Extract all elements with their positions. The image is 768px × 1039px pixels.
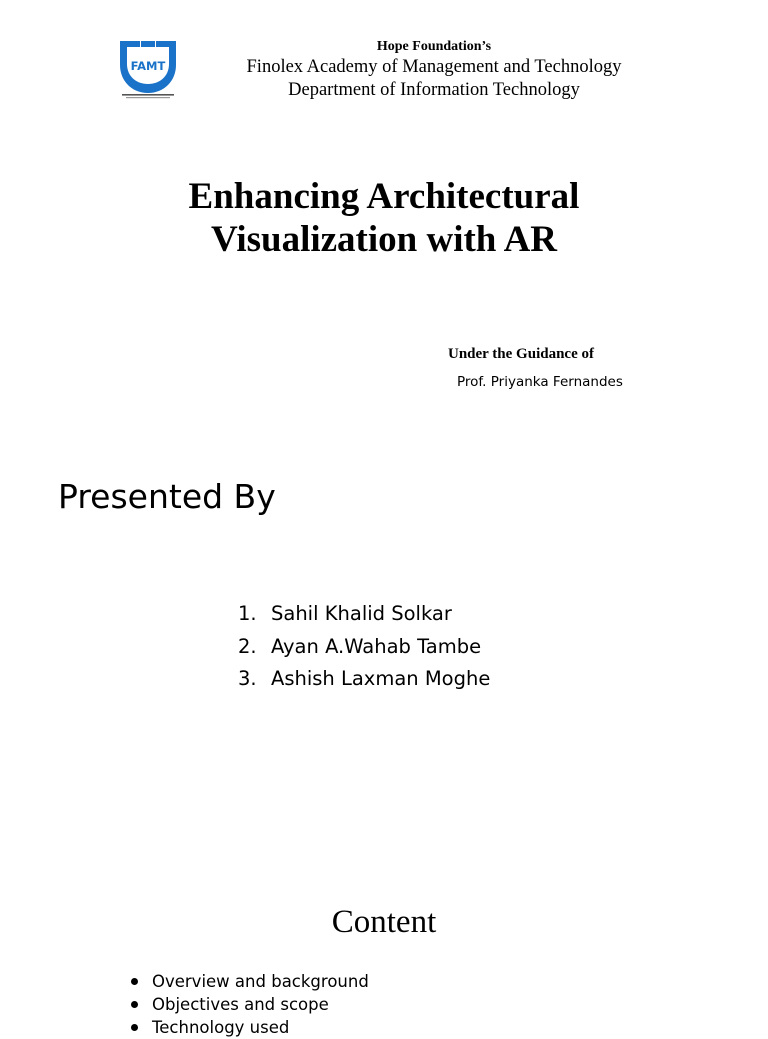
guidance-heading: Under the Guidance of xyxy=(448,346,594,362)
bullet-icon xyxy=(131,978,138,985)
famt-logo xyxy=(118,38,178,100)
member-number: 3. xyxy=(238,667,257,690)
member-name: Ashish Laxman Moghe xyxy=(271,667,491,690)
member-name: Sahil Khalid Solkar xyxy=(271,602,452,625)
institution-header xyxy=(234,38,634,102)
content-list xyxy=(131,970,369,1039)
list-item xyxy=(238,631,490,664)
famt-logo-graphic xyxy=(118,38,178,100)
member-number: 2. xyxy=(238,634,257,658)
content-item: Objectives and scope xyxy=(152,995,329,1014)
department-name: Department of Information Technology xyxy=(288,80,580,100)
logo-text: FAMT xyxy=(130,59,166,73)
guide-name: Prof. Priyanka Fernandes xyxy=(457,374,623,390)
member-number: 1. xyxy=(238,602,257,625)
content-item: Technology used xyxy=(152,1018,290,1037)
academy-name: Finolex Academy of Management and Technology xyxy=(246,57,622,77)
list-item xyxy=(238,663,490,696)
content-heading: Content xyxy=(331,904,437,940)
content-item: Overview and background xyxy=(152,972,369,991)
list-item xyxy=(131,993,369,1016)
bullet-icon xyxy=(131,1001,138,1008)
member-list xyxy=(238,598,490,696)
presented-by-heading: Presented By xyxy=(58,477,276,516)
list-item xyxy=(131,970,369,993)
foundation-name: Hope Foundation’s xyxy=(376,39,492,54)
title-line-1: Enhancing Architectural xyxy=(188,176,580,217)
project-title xyxy=(84,175,684,261)
list-item xyxy=(131,1016,369,1039)
title-line-2: Visualization with AR xyxy=(210,219,558,260)
list-item xyxy=(238,598,490,631)
member-name: Ayan A.Wahab Tambe xyxy=(271,634,482,658)
bullet-icon xyxy=(131,1024,138,1031)
